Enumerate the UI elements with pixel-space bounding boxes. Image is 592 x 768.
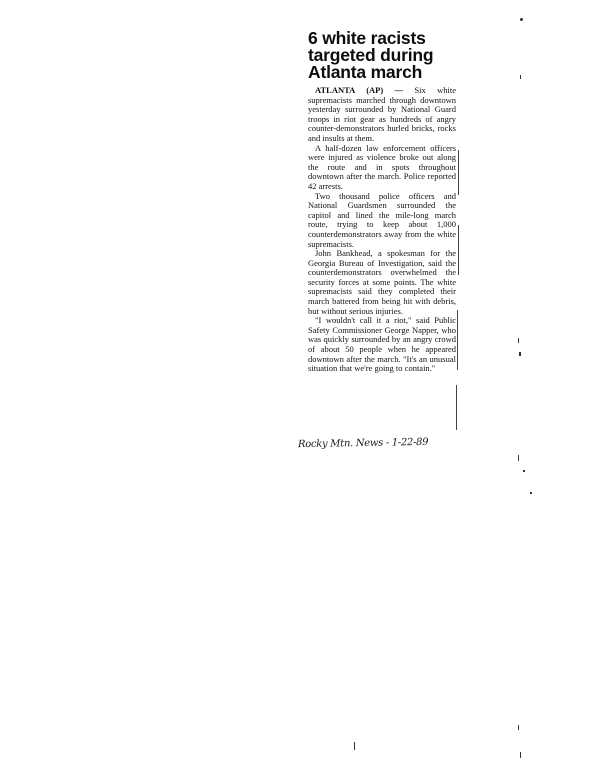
scan-speck — [530, 492, 532, 494]
headline-line-1: 6 white racists — [308, 28, 426, 48]
article-paragraph-1 — [308, 86, 456, 144]
scan-speck — [519, 352, 521, 356]
clipping-edge-line — [456, 385, 457, 430]
clipping-edge-line — [458, 225, 459, 275]
article-paragraph-2: A half-dozen law enforcement officers were injured as violence broke out along the route and in spots throughout downtown after the march. Police reported 42 arrests. — [308, 142, 456, 191]
dateline: ATLANTA (AP) — — [315, 85, 404, 95]
headline-line-2: targeted during — [308, 45, 434, 65]
paragraph-text: Six white supremacists marched through downtown yesterday surrounded by National Guard troops in riot gear as hundreds of angry counter-demonstrators hurled bricks, rocks and insults at them. — [308, 85, 456, 143]
article-paragraph-4: John Bankhead, a spokesman for the Georgia Bureau of Investigation, said the counterdemonstrators overwhelmed the security forces at some points. The white supremacists said they completed their march battered from being hit with debris, but without serious injuries. — [308, 248, 456, 316]
headline-line-3: Atlanta march — [308, 62, 423, 82]
scan-speck — [354, 742, 355, 750]
scan-speck — [520, 75, 521, 79]
scan-speck — [520, 18, 523, 21]
scan-speck — [523, 470, 525, 472]
scan-speck — [518, 338, 519, 343]
news-clipping — [308, 30, 456, 374]
scan-speck — [518, 725, 519, 730]
handwritten-source-note: Rocky Mtn. News - 1-22-89 — [297, 436, 429, 451]
clipping-edge-line — [457, 310, 458, 370]
scan-speck — [518, 455, 519, 461]
clipping-edge-line — [458, 150, 459, 195]
article-body — [308, 86, 456, 374]
article-paragraph-5: "I wouldn't call it a riot," said Public Safety Commissioner George Napper, who was quickly surrounded by an angry crowd of about 50 people when he appeared downtown after the march. "It's an unusual situation that we're going to contain." — [308, 315, 456, 374]
headline — [308, 30, 456, 81]
article-paragraph-3: Two thousand police officers and National Guardsmen surrounded the capitol and lined the mile-long march route, trying to keep about 1,000 counterdemonstrators away from the white supremacists. — [308, 190, 456, 249]
scan-speck — [520, 752, 521, 758]
